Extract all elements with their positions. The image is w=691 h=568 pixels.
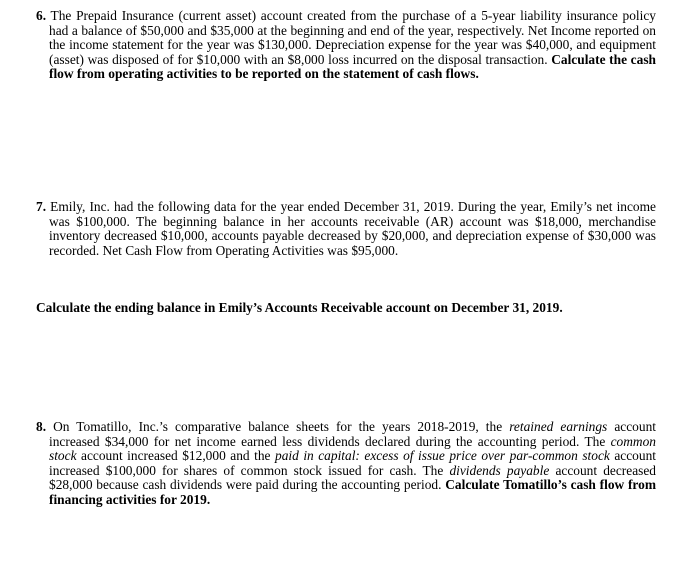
- problem-7-text: Emily, Inc. had the following data for the year ended December 31, 2019. During the year, Emily’s net income was $100,000. The beginning balance in her accounts receivable (AR) account was $18,000, merchandise inventory decreased $10,000, accounts payable decreased by $20,000, and depreciation expense of $30,000 was recorded. Net Cash Flow from Operating Activities was $95,000.: [49, 199, 656, 258]
- problem-8-seg5: account decreased $28,000 because cash dividends were paid during the accounting period.: [49, 462, 656, 493]
- problem-8-seg4: account increased $100,000 for shares of common stock issued for cash. The: [49, 448, 656, 478]
- problem-7-number: 7.: [36, 199, 47, 214]
- problem-6-number: 6.: [36, 8, 47, 23]
- paid-in-capital-term: paid in capital: excess of issue price over par-common stock: [275, 448, 610, 464]
- problem-8-seg1: On Tomatillo, Inc.’s comparative balance sheets for the years 2018-2019, the: [53, 419, 503, 434]
- problem-8-question: Calculate Tomatillo’s cash flow from financing activities for 2019.: [49, 477, 656, 507]
- problem-8: [36, 420, 656, 508]
- problem-6-body: [36, 9, 656, 82]
- problem-7-question-block: [36, 301, 656, 316]
- common-stock-term: common stock: [49, 433, 656, 464]
- problem-7-question: Calculate the ending balance in Emily’s Accounts Receivable account on December 31, 2019.: [36, 300, 563, 315]
- problem-6-question: Calculate the cash flow from operating activities to be reported on the statement of cash flows.: [49, 51, 656, 82]
- problem-7: [36, 200, 656, 258]
- dividends-payable-term: dividends payable: [449, 462, 550, 478]
- problem-8-seg3: account increased $12,000 and the: [81, 448, 271, 464]
- problem-6: [36, 9, 656, 82]
- problem-6-text: The Prepaid Insurance (current asset) account created from the purchase of a 5-year liability insurance policy had a balance of $50,000 and $35,000 at the beginning and end of the year, respectively. Net Income reported on the income statement for the year was $130,000. Depreciation expense for the year was $40,000, and equipment (asset) was disposed of for $10,000 with an $8,000 loss incurred on the disposal transaction.: [49, 8, 656, 67]
- retained-earnings-term: retained earnings: [509, 419, 608, 434]
- problem-8-number: 8.: [36, 419, 47, 434]
- problem-7-body: [36, 200, 656, 258]
- problem-8-body: [36, 420, 656, 508]
- problem-8-seg2: account increased $34,000 for net income earned less dividends declared during the accounting period. The: [49, 419, 656, 449]
